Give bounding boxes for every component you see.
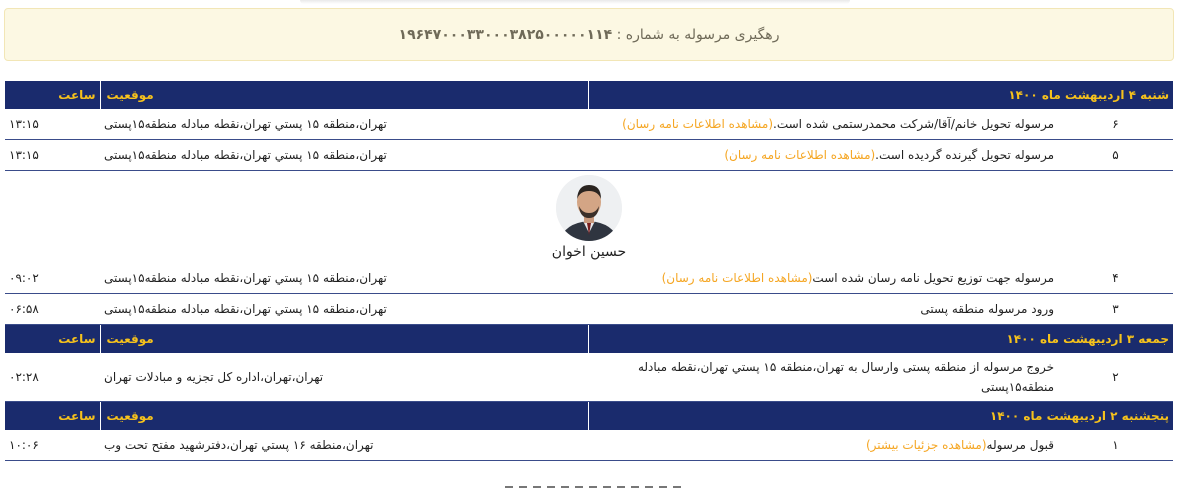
- carrier-photo-row: [5, 171, 1173, 264]
- location-header: موقعیت: [100, 325, 588, 354]
- group-header: [5, 81, 1173, 109]
- row-description: ورود مرسوله منطقه پستی: [588, 294, 1058, 325]
- more-details-link[interactable]: (مشاهده جزئیات بیشتر): [865, 438, 987, 452]
- group-date: جمعه ۳ اردیبهشت ماه ۱۴۰۰: [588, 325, 1173, 354]
- group-date: شنبه ۴ اردیبهشت ماه ۱۴۰۰: [588, 81, 1173, 109]
- group-date: پنجشنبه ۲ اردیبهشت ماه ۱۴۰۰: [588, 402, 1173, 431]
- time-header: ساعت: [5, 402, 100, 431]
- table-row: [5, 109, 1173, 140]
- table-row: [5, 263, 1173, 294]
- row-time: ۱۳:۱۵: [5, 109, 100, 140]
- row-number: ۳: [1058, 294, 1173, 325]
- tracking-table: [5, 81, 1173, 461]
- avatar: [556, 175, 622, 241]
- time-header: ساعت: [5, 81, 100, 109]
- table-row: [5, 430, 1173, 461]
- table-row: [5, 353, 1173, 402]
- tracking-banner: [4, 8, 1174, 61]
- row-description-text: قبول مرسوله: [986, 438, 1055, 452]
- tracking-label: رهگیری مرسوله به شماره :: [616, 26, 780, 43]
- row-location: تهران،منطقه ۱۵ پستي تهران،نقطه مبادله منطقه۱۵پستی: [100, 140, 588, 171]
- row-time: ۱۰:۰۶: [5, 430, 100, 461]
- row-description: [588, 430, 1058, 461]
- row-number: ۶: [1058, 109, 1173, 140]
- row-description: خروج مرسوله از منطقه پستی وارسال به تهران،منطقه ۱۵ پستي تهران،نقطه مبادله منطقه۱۵پستی: [588, 353, 1058, 402]
- row-location: تهران،منطقه ۱۵ پستي تهران،نقطه مبادله منطقه۱۵پستی: [100, 109, 588, 140]
- row-description-text: مرسوله تحویل خانم/آقا/شرکت محمدرستمی شده است.: [773, 117, 1055, 131]
- row-location: تهران،تهران،اداره کل تجزیه و مبادلات تهران: [100, 353, 588, 402]
- postman-info-link[interactable]: (مشاهده اطلاعات نامه رسان): [622, 117, 773, 131]
- row-location: تهران،منطقه ۱۵ پستي تهران،نقطه مبادله منطقه۱۵پستی: [100, 294, 588, 325]
- location-header: موقعیت: [100, 81, 588, 109]
- row-time: ۰۹:۰۲: [5, 263, 100, 294]
- person-avatar-icon: [556, 175, 622, 241]
- postman-info-link[interactable]: (مشاهده اطلاعات نامه رسان): [661, 271, 813, 285]
- row-description: [588, 109, 1058, 140]
- row-description: [588, 263, 1058, 294]
- group-header: [5, 325, 1173, 354]
- row-description-text: مرسوله تحویل گیرنده گردیده است.: [875, 148, 1055, 162]
- time-header: ساعت: [5, 325, 100, 354]
- table-row: [5, 140, 1173, 171]
- row-time: ۰۲:۲۸: [5, 353, 100, 402]
- row-description-text: مرسوله جهت توزیع تحویل نامه رسان شده است: [812, 271, 1055, 285]
- top-shadow: [300, 0, 850, 4]
- row-location: تهران،منطقه ۱۶ پستي تهران،دفترشهید مفتح تحت وب: [100, 430, 588, 461]
- row-number: ۲: [1058, 353, 1173, 402]
- group-header: [5, 402, 1173, 431]
- row-description: [588, 140, 1058, 171]
- row-number: ۱: [1058, 430, 1173, 461]
- cut-off-text: [0, 486, 1185, 492]
- carrier-name: حسین اخوان: [551, 244, 627, 260]
- row-number: ۴: [1058, 263, 1173, 294]
- row-time: ۰۶:۵۸: [5, 294, 100, 325]
- row-number: ۵: [1058, 140, 1173, 171]
- row-time: ۱۳:۱۵: [5, 140, 100, 171]
- row-location: تهران،منطقه ۱۵ پستي تهران،نقطه مبادله منطقه۱۵پستی: [100, 263, 588, 294]
- tracking-number: ۱۹۶۴۷۰۰۰۳۳۰۰۰۳۸۲۵۰۰۰۰۰۱۱۴: [398, 26, 613, 43]
- postman-info-link[interactable]: (مشاهده اطلاعات نامه رسان): [724, 148, 876, 162]
- location-header: موقعیت: [100, 402, 588, 431]
- table-row: [5, 294, 1173, 325]
